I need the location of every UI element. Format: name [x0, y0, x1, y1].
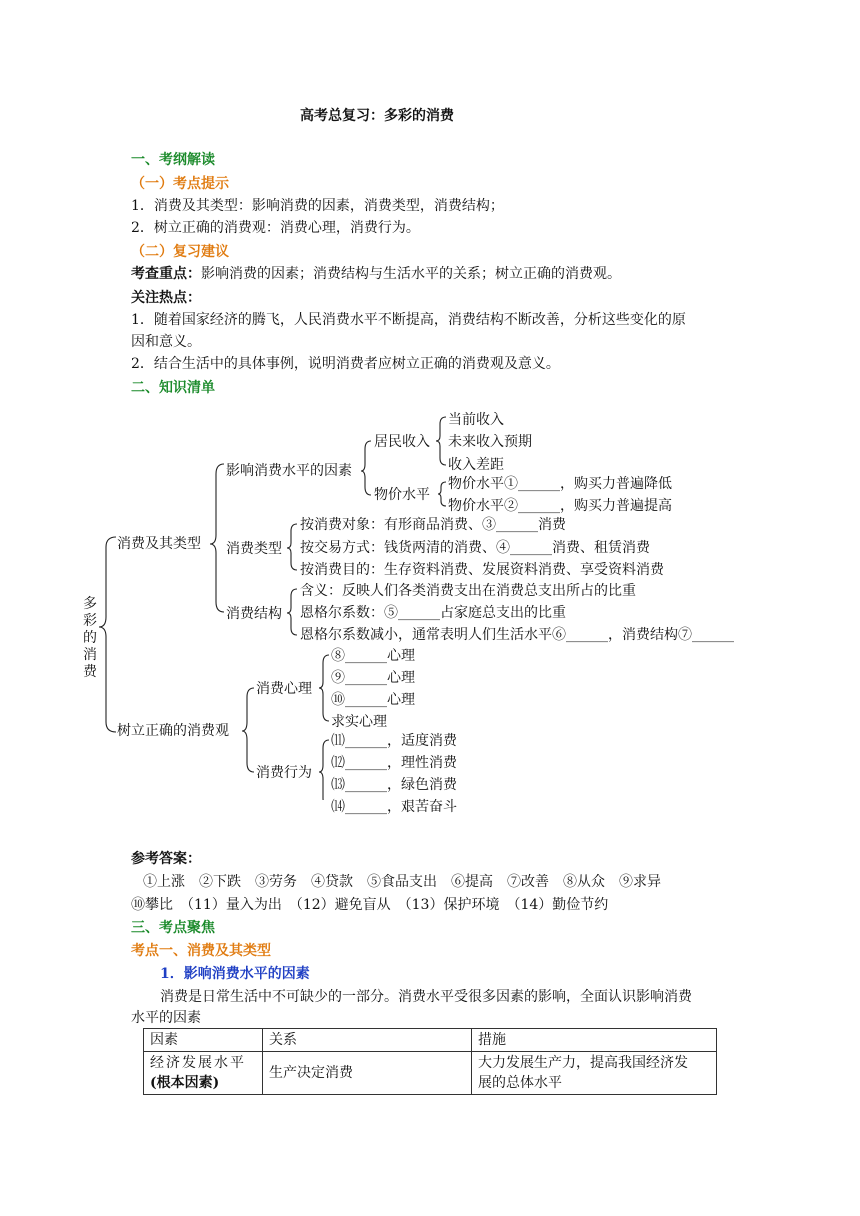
tree-leaf: 按交易方式：钱货两清的消费、④______消费、租赁消费	[300, 540, 650, 556]
table-row	[144, 1052, 717, 1095]
text-line: 2．树立正确的消费观：消费心理，消费行为。	[131, 220, 420, 236]
tree-leaf: 恩格尔系数减小，通常表明人们生活水平⑥______，消费结构⑦______	[300, 627, 734, 643]
table-cell-factor	[144, 1052, 263, 1095]
subsection-heading-1b: （二）复习建议	[131, 244, 229, 260]
tree-leaf: ⑾______，适度消费	[331, 733, 457, 749]
measure-line: 大力发展生产力，提高我国经济发	[478, 1055, 688, 1071]
text-line: 1．随着国家经济的腾飞，人民消费水平不断提高，消费结构不断改善，分析这些变化的原	[131, 312, 686, 328]
paragraph-line: 消费是日常生活中不可缺少的一部分。消费水平受很多因素的影响，全面认识影响消费	[160, 989, 692, 1005]
tree-root-char: 费	[83, 664, 97, 680]
measure-line: 展的总体水平	[478, 1075, 562, 1091]
tree-leaf: 恩格尔系数：⑤______占家庭总支出的比重	[300, 605, 566, 621]
tree-leaf: 按消费对象：有形商品消费、③______消费	[300, 517, 566, 533]
answers-line: ①上涨 ②下跌 ③劳务 ④贷款 ⑤食品支出 ⑥提高 ⑦改善 ⑧从众 ⑨求异	[143, 874, 661, 890]
tree-node-behavior: 消费行为	[256, 765, 312, 781]
tree-node-price: 物价水平	[374, 487, 430, 503]
table-header-row	[144, 1029, 717, 1052]
tree-leaf: ⑿______，理性消费	[331, 755, 457, 771]
table-cell-relation: 生产决定消费	[263, 1052, 472, 1095]
tree-node-psychology: 消费心理	[256, 681, 312, 697]
table-cell-measure	[472, 1052, 717, 1095]
tree-leaf: 含义：反映人们各类消费支出在消费总支出所占的比重	[300, 583, 636, 599]
tree-node-structure: 消费结构	[226, 606, 282, 622]
tree-leaf: 未来收入预期	[448, 434, 532, 450]
text-line: 因和意义。	[131, 334, 201, 350]
factor-text: 经济发展水平	[150, 1055, 246, 1071]
section-heading-2: 二、知识清单	[131, 380, 215, 396]
tree-node-factors: 影响消费水平的因素	[226, 463, 352, 479]
hot-label: 关注热点：	[131, 290, 201, 306]
tree-leaf: ⑨______心理	[331, 670, 415, 686]
table-header-cell: 因素	[144, 1029, 263, 1052]
tree-leaf: ⑧______心理	[331, 648, 415, 664]
tree-root-char: 彩	[83, 613, 97, 629]
tree-node-types: 消费类型	[226, 541, 282, 557]
paragraph-line: 水平的因素	[131, 1010, 201, 1026]
tree-node-income: 居民收入	[374, 434, 430, 450]
subsection-heading-1a: （一）考点提示	[131, 176, 229, 192]
tree-root-char: 的	[83, 630, 97, 646]
factors-table	[143, 1028, 717, 1095]
focus-label: 考查重点：	[131, 266, 201, 282]
section-heading-3: 三、考点聚焦	[131, 920, 215, 936]
tree-leaf: ⒀______，绿色消费	[331, 777, 457, 793]
tree-root-char: 多	[83, 596, 97, 612]
tree-leaf: 物价水平①______，购买力普遍降低	[448, 476, 672, 492]
tree-leaf: 物价水平②______，购买力普遍提高	[448, 498, 672, 514]
tree-leaf: 当前收入	[448, 412, 504, 428]
sub-heading-1: 1．影响消费水平的因素	[160, 966, 310, 982]
text-line: 1．消费及其类型：影响消费的因素，消费类型，消费结构；	[131, 198, 504, 214]
table-header-cell: 关系	[263, 1029, 472, 1052]
tree-leaf: 求实心理	[331, 714, 387, 730]
tree-node-consumption-types: 消费及其类型	[117, 536, 201, 552]
answers-label: 参考答案：	[131, 851, 201, 867]
section-heading-1: 一、考纲解读	[131, 152, 215, 168]
focus-text: 影响消费的因素；消费结构与生活水平的关系；树立正确的消费观。	[201, 266, 621, 282]
answers-line: ⑩攀比 （11）量入为出 （12）避免盲从 （13）保护环境 （14）勤俭节约	[131, 897, 609, 913]
tree-root	[81, 596, 99, 681]
table-header-cell: 措施	[472, 1029, 717, 1052]
tree-node-correct-view: 树立正确的消费观	[117, 723, 229, 739]
tree-leaf: ⒁______，艰苦奋斗	[331, 799, 457, 815]
tree-leaf: 收入差距	[448, 457, 504, 473]
factor-note: (根本因素)	[150, 1075, 220, 1091]
point-heading-1: 考点一、消费及其类型	[131, 943, 271, 959]
tree-root-char: 消	[83, 647, 97, 663]
tree-leaf: 按消费目的：生存资料消费、发展资料消费、享受资料消费	[300, 562, 664, 578]
tree-leaf: ⑩______心理	[331, 692, 415, 708]
text-line: 2．结合生活中的具体事例，说明消费者应树立正确的消费观及意义。	[131, 356, 560, 372]
page-title: 高考总复习：多彩的消费	[300, 108, 454, 124]
